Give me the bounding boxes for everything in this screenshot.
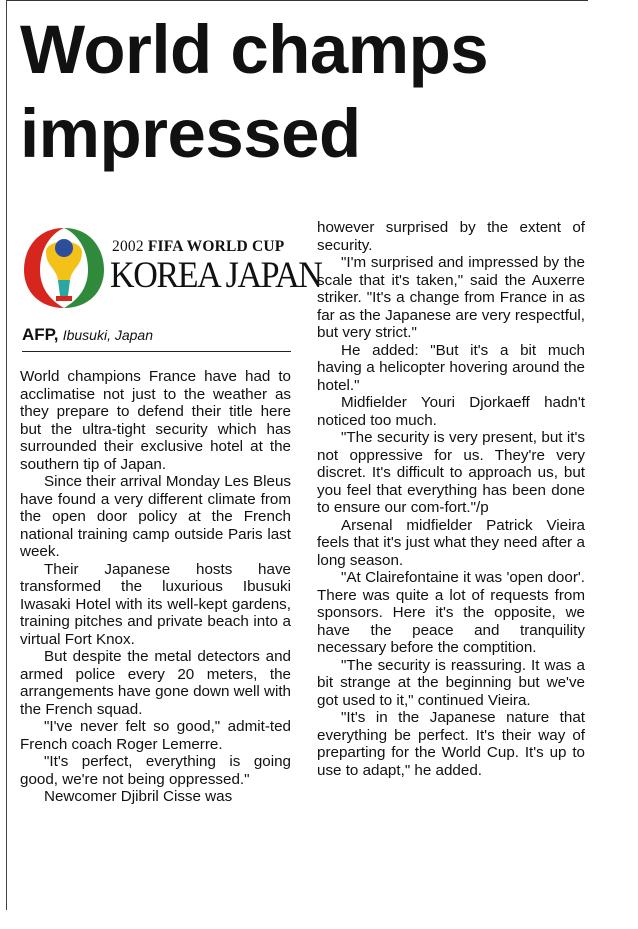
article-column-1 <box>20 368 291 806</box>
article-headline <box>20 8 620 176</box>
paragraph: "The security is reassuring. It was a bit strange at the beginning but we've got used to it," continued Vieira. <box>317 656 585 709</box>
headline-line-1: World champs <box>20 11 489 88</box>
paragraph: "It's perfect, everything is going good, we're not being oppressed." <box>20 753 291 788</box>
paragraph: He added: "But it's a bit much having a helicopter hovering around the hotel." <box>317 341 585 394</box>
paragraph: Midfielder Youri Djorkaeff hadn't noticed too much. <box>317 394 585 429</box>
paragraph: "At Clairefontaine it was 'open door'. There was quite a lot of requests from sponsors. Here it's the opposite, we have the peace and tranquility necessary before the comptition. <box>317 569 585 656</box>
logo-year: 2002 <box>112 238 144 255</box>
paragraph: Newcomer Djibril Cisse was <box>44 788 233 805</box>
paragraph: "It's in the Japanese nature that everything be perfect. It's their way of preparting for the World Cup. It's up to use to adapt," he added. <box>317 709 585 779</box>
headline-line-2: impressed <box>20 95 361 172</box>
paragraph: "I've never felt so good," admit-ted French coach Roger Lemerre. <box>20 718 291 753</box>
paragraph: Since their arrival Monday Les Bleus have found a very different climate from the open door policy at the French national training camp outside Paris last week. <box>20 473 291 560</box>
article-column-2 <box>317 219 585 779</box>
top-rule <box>6 0 588 1</box>
dateline-location: Ibusuki, Japan <box>62 327 154 343</box>
world-cup-logo <box>20 220 322 315</box>
paragraph: World champions France have had to acclimatise not just to the weather as they prepare to defend their title here but the ultra-tight security which has surrounded their exclusive hotel at the southern tip of Japan. <box>20 368 291 473</box>
paragraph: Their Japanese hosts have transformed the luxurious Ibusuki Iwasaki Hotel with its well-kept gardens, training pitches and private beach into a virtual Fort Knox. <box>20 560 291 648</box>
world-cup-emblem-icon <box>20 222 108 312</box>
paragraph: however surprised by the extent of security. <box>317 219 585 254</box>
dateline-source: AFP, <box>22 325 59 344</box>
paragraph: "I'm surprised and impressed by the scale that it's taken," said the Auxerre striker. "It's a change from France in as far as the Japanese are very respectful, but very strict." <box>317 254 585 341</box>
left-border-rule <box>6 0 7 910</box>
paragraph: Arsenal midfielder Patrick Vieira feels that it's just what they need after a long season. <box>317 516 585 569</box>
paragraph: But despite the metal detectors and armed police every 20 meters, the arrangements have gone down well with the French squad. <box>20 648 292 718</box>
logo-event: FIFA WORLD CUP <box>147 238 285 255</box>
logo-hosts: KOREA JAPAN <box>110 255 322 296</box>
paragraph: "The security is very present, but it's not oppressive for us. They're very discret. It's difficult to approach us, but you feel that everything has been done to ensure our com-fort."/p <box>317 429 585 516</box>
dateline <box>22 325 291 352</box>
